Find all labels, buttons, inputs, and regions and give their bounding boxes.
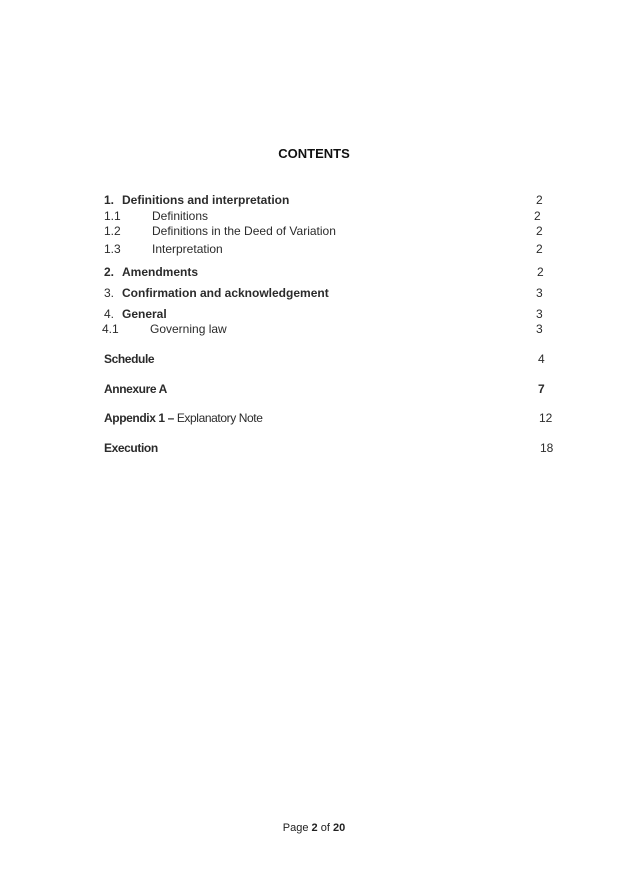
section-page: 3: [536, 286, 543, 300]
entry-title: [104, 410, 262, 426]
subsection-page: 2: [536, 224, 543, 238]
subsection-number: 1.3: [104, 242, 121, 256]
subsection-title: Interpretation: [152, 242, 223, 256]
section-page: 2: [536, 193, 543, 207]
section-title: Definitions and interpretation: [122, 193, 290, 207]
toc-subsection-1-3[interactable]: [0, 241, 628, 257]
section-number: 3.: [104, 286, 115, 300]
subsection-title: Governing law: [150, 322, 227, 336]
section-number: 4.: [104, 307, 115, 321]
toc-subsection-4-1[interactable]: [0, 321, 628, 337]
footer-current-page: 2: [311, 822, 318, 834]
toc-subsection-1-2[interactable]: [0, 223, 628, 239]
toc-section-4[interactable]: [0, 306, 628, 322]
page-footer: [0, 822, 628, 834]
subsection-page: 3: [536, 322, 543, 336]
footer-prefix: Page: [282, 822, 312, 834]
subsection-number: 4.1: [102, 322, 119, 336]
toc-annexure-a[interactable]: [0, 381, 628, 397]
entry-title-rest: Explanatory Note: [173, 411, 263, 425]
entry-page: 18: [540, 441, 554, 455]
subsection-title: Definitions: [152, 209, 209, 223]
subsection-number: 1.1: [104, 209, 121, 223]
entry-title: Schedule: [104, 352, 155, 366]
entry-title-bold: Appendix 1 –: [104, 411, 174, 425]
toc-section-2[interactable]: [0, 264, 628, 280]
toc-execution[interactable]: [0, 440, 628, 456]
subsection-page: 2: [534, 209, 541, 223]
section-page: 2: [537, 265, 544, 279]
subsection-title: Definitions in the Deed of Variation: [152, 224, 336, 238]
section-page: 3: [536, 307, 543, 321]
subsection-number: 1.2: [104, 224, 121, 238]
entry-page: 12: [539, 411, 553, 425]
entry-page: 4: [538, 352, 545, 366]
toc-appendix-1[interactable]: [0, 410, 628, 426]
footer-total-pages: 20: [332, 822, 346, 834]
section-title: Confirmation and acknowledgement: [122, 286, 329, 300]
section-title: General: [122, 307, 167, 321]
entry-title: Annexure A: [104, 382, 167, 396]
toc-section-1[interactable]: [0, 192, 628, 208]
toc-subsection-1-1[interactable]: [0, 208, 628, 224]
section-number: 2.: [104, 265, 115, 279]
toc-schedule[interactable]: [0, 351, 628, 367]
footer-middle: of: [317, 822, 333, 834]
subsection-page: 2: [536, 242, 543, 256]
section-number: 1.: [104, 193, 115, 207]
toc-title: CONTENTS: [278, 146, 350, 161]
toc-section-3[interactable]: [0, 285, 628, 301]
entry-page: 7: [538, 382, 545, 396]
entry-title: Execution: [104, 441, 158, 455]
section-title: Amendments: [122, 265, 199, 279]
